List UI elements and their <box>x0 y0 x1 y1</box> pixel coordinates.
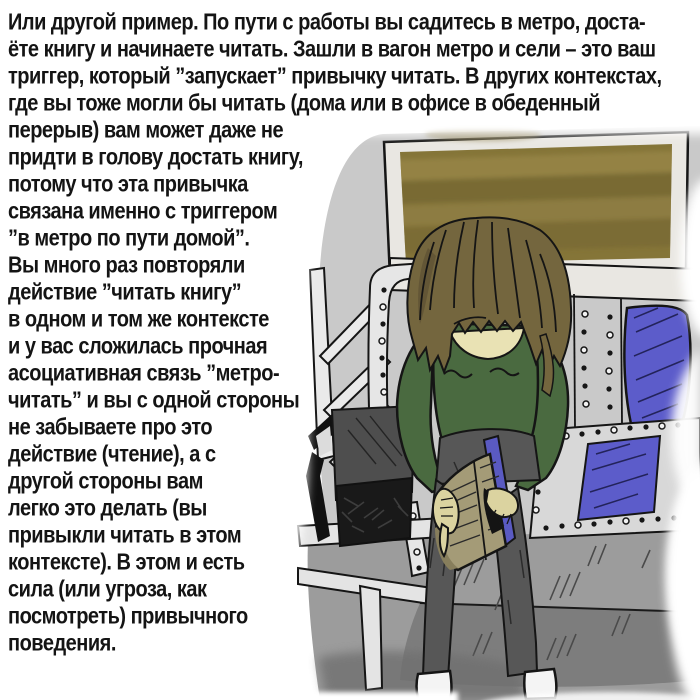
text-line: и у вас сложилась прочная <box>8 334 268 360</box>
text-line: Или другой пример. По пути с работы вы садитесь в метро, доста- <box>8 10 646 36</box>
text-line: придти в голову достать книгу, <box>8 145 303 171</box>
text-line: не забываете про это <box>8 415 213 441</box>
text-line: перерыв) вам может даже не <box>8 118 284 144</box>
text-line: читать” и вы с одной стороны <box>8 388 300 414</box>
text-line: контексте). В этом и есть <box>8 550 245 576</box>
text-line: ёте книгу и начинаете читать. Зашли в вагон метро и сели – это ваш <box>8 37 656 63</box>
text-line: действие (чтение), а с <box>8 442 216 468</box>
text-line: в одном и том же контексте <box>8 307 269 333</box>
text-line: другой стороны вам <box>8 469 203 495</box>
text-line: ”в метро по пути домой”. <box>8 226 250 252</box>
text-line: поведения. <box>8 631 116 657</box>
text-line: привыкли читать в этом <box>8 523 242 549</box>
text-line: где вы тоже могли бы читать (дома или в офисе в обеденный <box>8 91 600 117</box>
text-line: действие ”читать книгу” <box>8 280 242 306</box>
text-line: посмотреть) привычного <box>8 604 248 630</box>
text-line: триггер, который ”запускает” привычку читать. В других контекстах, <box>8 64 662 90</box>
text-line: легко это делать (вы <box>8 496 207 522</box>
text-line: асоциативная связь ”метро- <box>8 361 280 387</box>
text-line: сила (или угроза, как <box>8 577 207 603</box>
text-line: связана именно с триггером <box>8 199 278 225</box>
text-line: Вы много раз повторяли <box>8 253 245 279</box>
text-line: потому что эта привычка <box>8 172 248 198</box>
